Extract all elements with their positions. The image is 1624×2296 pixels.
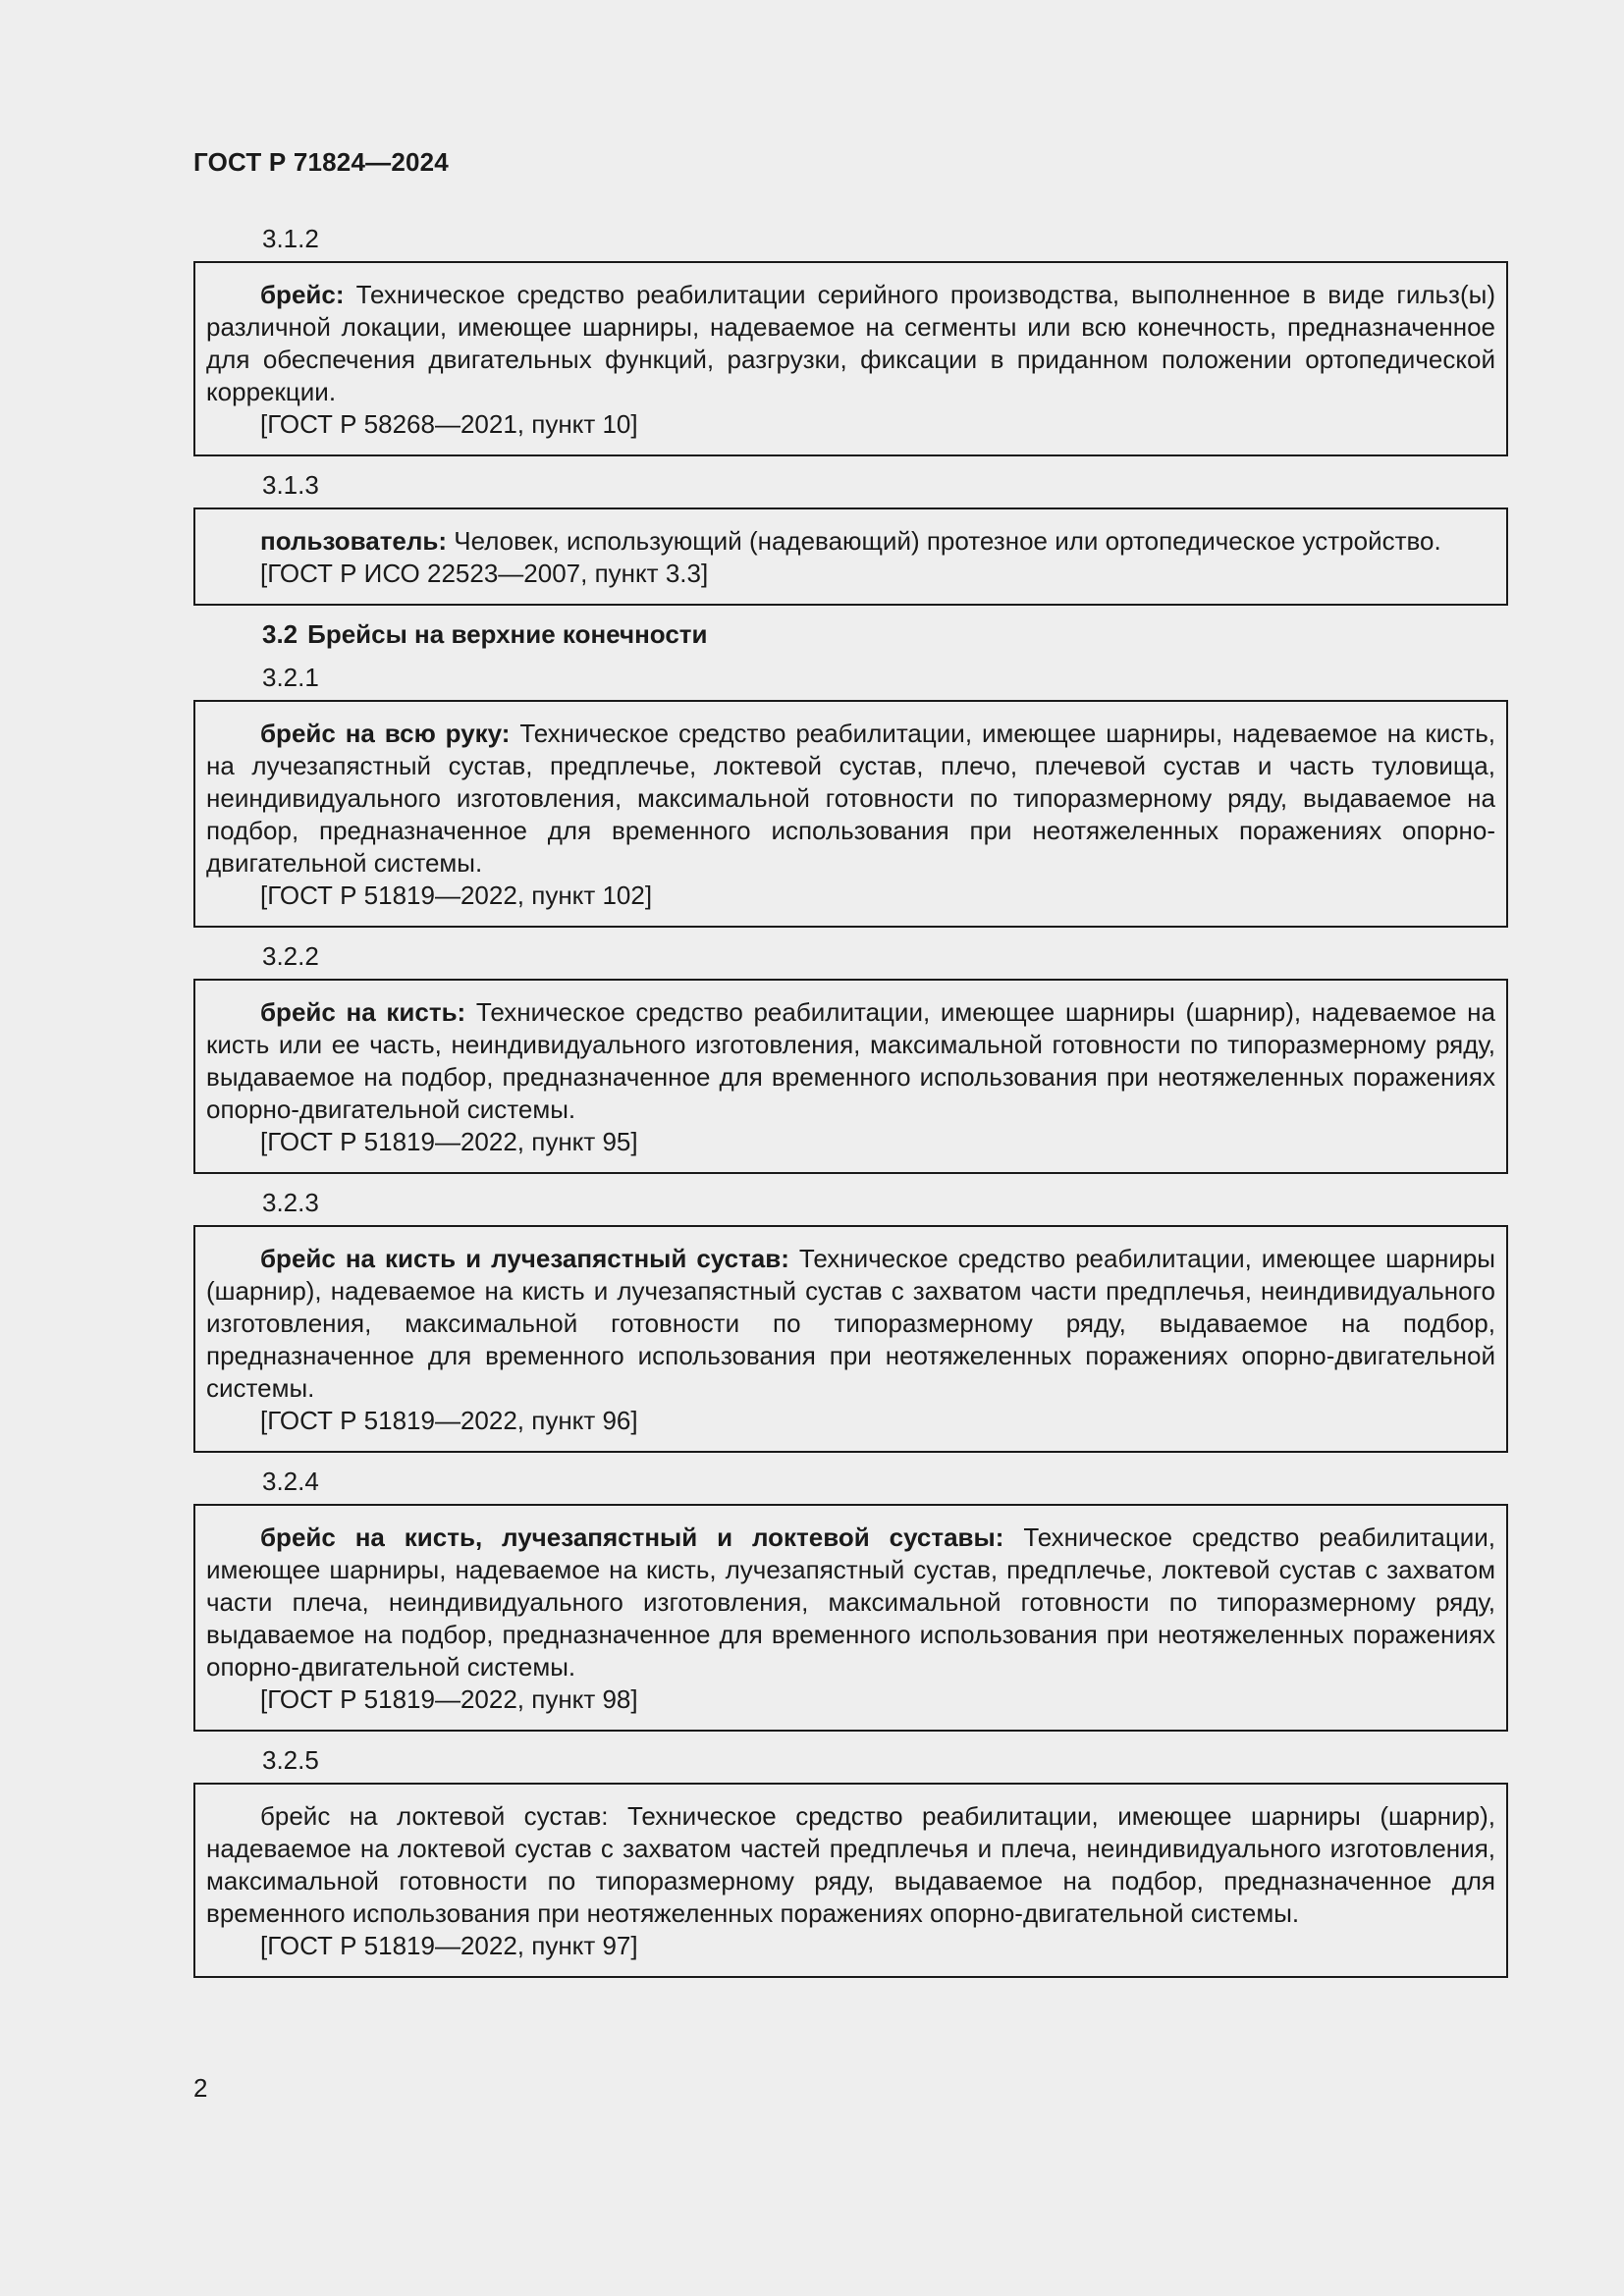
definition-reference: [ГОСТ Р 51819—2022, пункт 97]: [260, 1931, 638, 1960]
definition-body: Техническое средство реабилитации, имеющее шарниры, надеваемое на кисть, лучезапястный сустав, предплечье, локтевой сустав с захватом части плеча, неиндивидуального изготовления, максимальной готовности по типоразмерному ряду, выдаваемое на подбор, предназначенное для временного использования при неотяжеленных поражениях опорно-двигательной системы.: [206, 1522, 1495, 1682]
document-content: [193, 222, 1508, 1990]
definition-body: Человек, использующий (надевающий) протезное или ортопедическое устройство.: [454, 526, 1441, 556]
entry-number: 3.1.3: [262, 470, 319, 500]
definition-text: [206, 279, 1495, 408]
definition-box: [193, 1783, 1508, 1978]
section-heading: [193, 617, 1508, 651]
definition-text: [206, 996, 1495, 1126]
entry-number: 3.2.2: [262, 941, 319, 971]
definition-reference: [ГОСТ Р 51819—2022, пункт 102]: [260, 881, 653, 910]
definition-reference: [ГОСТ Р 58268—2021, пункт 10]: [260, 409, 638, 439]
definition-text: [206, 1800, 1495, 1930]
document-header: ГОСТ Р 71824—2024: [193, 147, 449, 177]
definition-term: брейс на кисть, лучезапястный и локтевой суставы:: [260, 1522, 1004, 1552]
definition-body: Техническое средство реабилитации, имеющее шарниры (шарнир), надеваемое на локтевой сустав с захватом частей предплечья и плеча, неиндивидуального изготовления, максимальной готовности по типоразмерному ряду, выдаваемое на подбор, предназначенное для временного использования при неотяжеленных поражениях опорно-двигательной системы.: [206, 1801, 1495, 1928]
definition-box: [193, 507, 1508, 606]
definition-body: Техническое средство реабилитации серийного производства, выполненное в виде гильз(ы) различной локации, имеющее шарниры, надеваемое на сегменты или всю конечность, предназначенное для обеспечения двигательных функций, разгрузки, фиксации в приданном положении ортопедической коррекции.: [206, 280, 1495, 406]
entry-number: 3.2.4: [262, 1467, 319, 1496]
definition-term: брейс на кисть:: [260, 997, 466, 1027]
entry-number: 3.2.3: [262, 1188, 319, 1217]
definition-term: пользователь:: [260, 526, 448, 556]
definition-box: [193, 1504, 1508, 1732]
definition-term: брейс на локтевой сустав:: [260, 1801, 609, 1831]
definition-term: брейс на кисть и лучезапястный сустав:: [260, 1244, 789, 1273]
definition-term: брейс:: [260, 280, 345, 309]
section-number: 3.2: [262, 619, 298, 649]
definition-reference: [ГОСТ Р 51819—2022, пункт 98]: [260, 1684, 638, 1714]
definition-box: [193, 979, 1508, 1174]
entry-number: 3.2.5: [262, 1745, 319, 1775]
definition-box: [193, 1225, 1508, 1453]
section-title: Брейсы на верхние конечности: [307, 619, 708, 649]
definition-text: [206, 525, 1495, 558]
definition-body: Техническое средство реабилитации, имеющее шарниры (шарнир), надеваемое на кисть и лучезапястный сустав с захватом части предплечья, неиндивидуального изготовления, максимальной готовности по типоразмерному ряду, выдаваемое на подбор, предназначенное для временного использования при неотяжеленных поражениях опорно-двигательной системы.: [206, 1244, 1495, 1403]
page-number: 2: [193, 2073, 208, 2103]
definition-text: [206, 718, 1495, 880]
definition-box: [193, 700, 1508, 928]
definition-text: [206, 1522, 1495, 1683]
definition-body: Техническое средство реабилитации, имеющее шарниры (шарнир), надеваемое на кисть или ее часть, неиндивидуального изготовления, максимальной готовности по типоразмерному ряду, выдаваемое на подбор, предназначенное для временного использования при неотяжеленных поражениях опорно-двигательной системы.: [206, 997, 1495, 1124]
definition-term: брейс на всю руку:: [260, 719, 511, 748]
definition-reference: [ГОСТ Р 51819—2022, пункт 96]: [260, 1406, 638, 1435]
definition-reference: [ГОСТ Р 51819—2022, пункт 95]: [260, 1127, 638, 1156]
definition-body: Техническое средство реабилитации, имеющее шарниры, надеваемое на кисть, на лучезапястный сустав, предплечье, локтевой сустав, плечо, плечевой сустав и часть туловища, неиндивидуального изготовления, максимальной готовности по типоразмерному ряду, выдаваемое на подбор, предназначенное для временного использования при неотяжеленных поражениях опорно-двигательной системы.: [206, 719, 1495, 878]
definition-box: [193, 261, 1508, 456]
definition-reference: [ГОСТ Р ИСО 22523—2007, пункт 3.3]: [260, 559, 709, 588]
entry-number: 3.2.1: [262, 663, 319, 692]
entry-number: 3.1.2: [262, 224, 319, 253]
definition-text: [206, 1243, 1495, 1405]
document-page: [193, 0, 1508, 2296]
